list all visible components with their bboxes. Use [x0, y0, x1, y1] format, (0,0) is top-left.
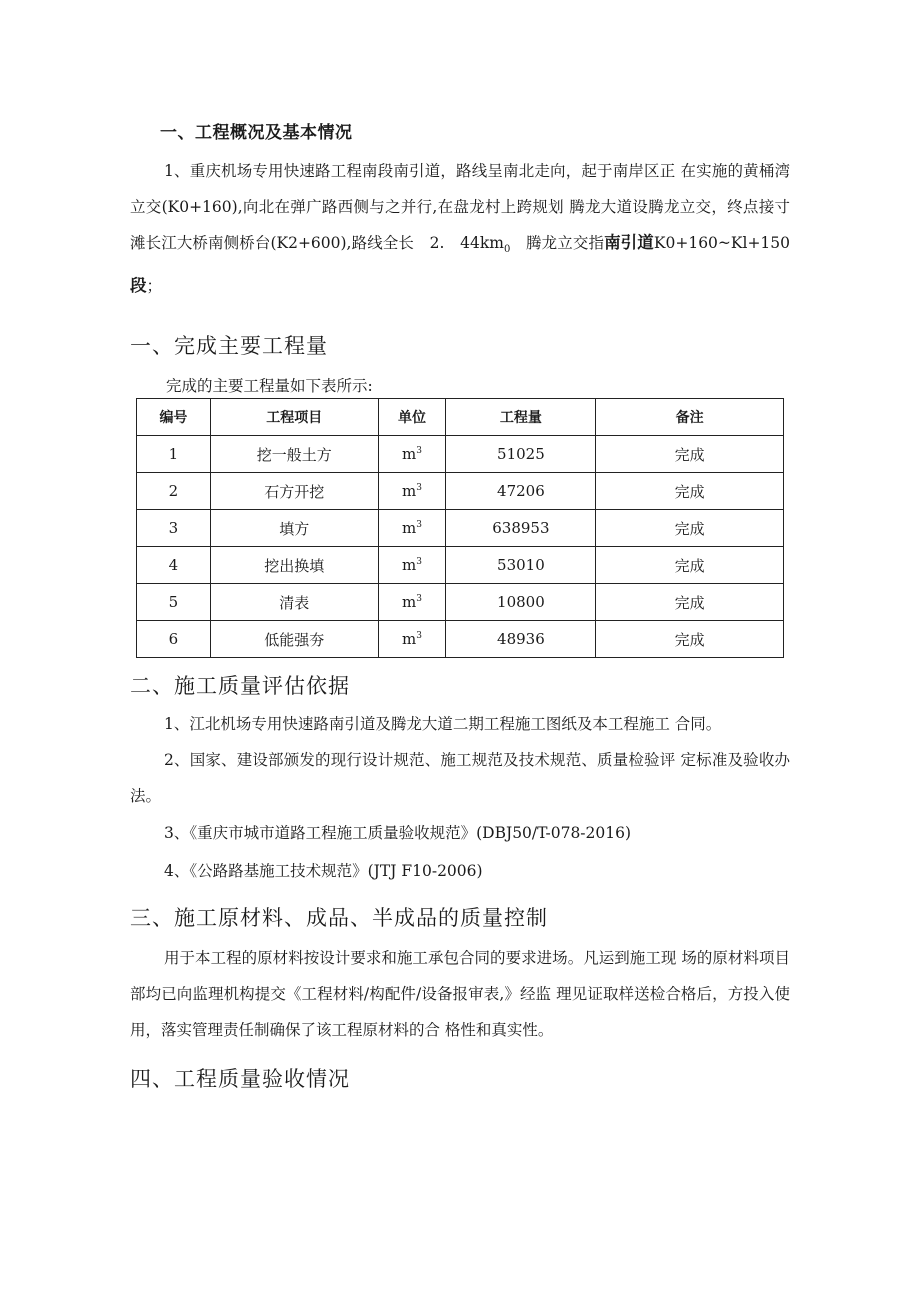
cell-unit: [378, 584, 446, 621]
basis-item-3: 3、《重庆市城市道路工程施工质量验收规范》(DBJ50/T-078-2016): [164, 824, 632, 842]
cell-no: 1: [137, 436, 211, 473]
cell-note: 完成: [596, 473, 784, 510]
unit-text: m: [402, 445, 417, 463]
cell-qty: 53010: [446, 547, 596, 584]
cell-no: 6: [137, 621, 211, 658]
cell-qty: 48936: [446, 621, 596, 658]
cell-unit: [378, 510, 446, 547]
cell-qty: 51025: [446, 436, 596, 473]
unit-text: m: [402, 556, 417, 574]
heading-quantities: 一、完成主要工程量: [130, 334, 328, 358]
table-row: [137, 510, 784, 547]
header-item: 工程项目: [210, 399, 378, 436]
unit-text: m: [402, 519, 417, 537]
table-row: [137, 584, 784, 621]
heading-basis: 二、施工质量评估依据: [130, 674, 350, 698]
header-qty: 工程量: [446, 399, 596, 436]
cell-no: 3: [137, 510, 211, 547]
table-row: [137, 473, 784, 510]
heading-materials: 三、施工原材料、成品、半成品的质量控制: [130, 906, 548, 930]
overview-sub: 0: [503, 244, 511, 256]
overview-text-mid: K0+160~Kl+150: [653, 234, 791, 252]
header-no: 编号: [137, 399, 211, 436]
basis-item-4: 4、《公路路基施工技术规范》(JTJ F10-2006): [164, 862, 483, 880]
basis-item-2: 2、国家、建设部颁发的现行设计规范、施工规范及技术规范、质量检验评 定标准及验收办法。: [130, 751, 790, 805]
unit-text: m: [402, 630, 417, 648]
overview-paragraph: [130, 153, 790, 304]
heading-acceptance: 四、工程质量验收情况: [130, 1067, 350, 1091]
table-row: [137, 621, 784, 658]
unit-sup: 3: [416, 520, 423, 530]
heading-overview: 一、工程概况及基本情况: [160, 123, 353, 143]
unit-text: m: [402, 482, 417, 500]
cell-unit: [378, 621, 446, 658]
overview-text-after-sub: 腾龙立交指: [510, 234, 605, 252]
cell-unit: [378, 473, 446, 510]
unit-sup: 3: [416, 594, 423, 604]
overview-text: 1、重庆机场专用快速路工程南段南引道，路线呈南北走向，起于南岸区正 在实施的黄桶湾立交(K0+160),向北在弹广路西侧与之并行,在盘龙村上跨规划 腾龙大道设腾龙立交，终点接寸滩长江大桥南侧桥台(K2+600),路线全长 2. 44km: [130, 162, 790, 252]
cell-unit: [378, 436, 446, 473]
table-row: [137, 436, 784, 473]
quantities-table: [136, 398, 784, 658]
cell-note: 完成: [596, 436, 784, 473]
unit-sup: 3: [416, 631, 423, 641]
unit-sup: 3: [416, 557, 423, 567]
cell-item: 低能强夯: [210, 621, 378, 658]
cell-item: 挖出换填: [210, 547, 378, 584]
table-row: [137, 547, 784, 584]
basis-item-1: 1、江北机场专用快速路南引道及腾龙大道二期工程施工图纸及本工程施工 合同。: [164, 715, 722, 733]
unit-sup: 3: [416, 483, 423, 493]
overview-bold-b: 段: [130, 276, 147, 296]
cell-item: 填方: [210, 510, 378, 547]
unit-sup: 3: [416, 446, 423, 456]
table-header-row: [137, 399, 784, 436]
cell-item: 挖一般土方: [210, 436, 378, 473]
unit-text: m: [402, 593, 417, 611]
header-note: 备注: [596, 399, 784, 436]
cell-note: 完成: [596, 547, 784, 584]
cell-qty: 47206: [446, 473, 596, 510]
cell-note: 完成: [596, 584, 784, 621]
cell-unit: [378, 547, 446, 584]
cell-no: 4: [137, 547, 211, 584]
overview-bold-a: 南引道: [604, 233, 654, 252]
materials-paragraph: 用于本工程的原材料按设计要求和施工承包合同的要求进场。凡运到施工现 场的原材料项目部均已向监理机构提交《工程材料/构配件/设备报审表,》经监 理见证取样送检合格后，方投入使用，落实管理责任制确保了该工程原材料的合 格性和真实性。: [130, 949, 790, 1039]
cell-note: 完成: [596, 621, 784, 658]
cell-item: 石方开挖: [210, 473, 378, 510]
cell-qty: 638953: [446, 510, 596, 547]
cell-no: 5: [137, 584, 211, 621]
header-unit: 单位: [378, 399, 446, 436]
cell-note: 完成: [596, 510, 784, 547]
cell-item: 清表: [210, 584, 378, 621]
cell-no: 2: [137, 473, 211, 510]
overview-text-end: ；: [146, 277, 163, 296]
cell-qty: 10800: [446, 584, 596, 621]
table-caption: 完成的主要工程量如下表所示:: [166, 377, 373, 395]
